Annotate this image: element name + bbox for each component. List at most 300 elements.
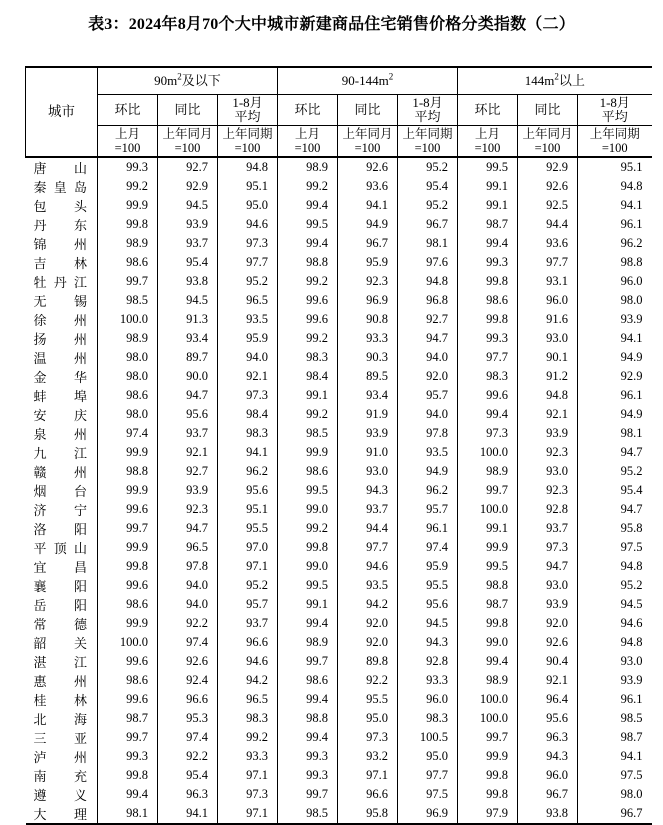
value-cell: 98.5 bbox=[98, 291, 158, 310]
value-cell: 95.9 bbox=[338, 253, 398, 272]
value-cell: 93.3 bbox=[338, 329, 398, 348]
value-cell: 95.6 bbox=[398, 595, 458, 614]
value-cell: 93.0 bbox=[518, 462, 578, 481]
value-cell: 99.8 bbox=[458, 614, 518, 633]
value-cell: 99.0 bbox=[278, 500, 338, 519]
value-cell: 94.7 bbox=[398, 329, 458, 348]
value-cell: 97.8 bbox=[158, 557, 218, 576]
value-cell: 94.6 bbox=[218, 215, 278, 234]
value-cell: 97.7 bbox=[338, 538, 398, 557]
value-cell: 99.4 bbox=[98, 785, 158, 804]
table-row bbox=[26, 804, 652, 824]
value-cell: 98.7 bbox=[620, 729, 643, 744]
value-cell: 99.0 bbox=[458, 633, 518, 652]
value-cell: 96.5 bbox=[158, 538, 218, 557]
value-cell: 98.0 bbox=[620, 292, 643, 307]
value-cell: 99.4 bbox=[458, 652, 518, 671]
city-cell: 宜 昌 bbox=[26, 557, 98, 576]
value-cell: 95.7 bbox=[398, 386, 458, 405]
page-title: 表3：2024年8月70个大中城市新建商品住宅销售价格分类指数（二） bbox=[88, 16, 575, 33]
value-cell: 99.4 bbox=[278, 690, 338, 709]
city-cell: 泸 州 bbox=[26, 747, 98, 766]
value-cell: 94.3 bbox=[338, 481, 398, 500]
value-cell: 92.8 bbox=[398, 652, 458, 671]
value-cell: 96.2 bbox=[620, 235, 643, 250]
value-cell: 97.8 bbox=[398, 424, 458, 443]
value-cell: 92.0 bbox=[338, 614, 398, 633]
value-cell: 94.8 bbox=[518, 386, 578, 405]
group-header-90-144: $90-144m^2$ bbox=[278, 67, 458, 94]
value-cell: 95.5 bbox=[218, 519, 278, 538]
value-cell: 97.6 bbox=[398, 253, 458, 272]
value-cell: 96.7 bbox=[398, 215, 458, 234]
value-cell: 93.3 bbox=[218, 747, 278, 766]
value-cell: 92.1 bbox=[518, 671, 578, 690]
base-same-month-header: 上年同月 =100 bbox=[518, 125, 578, 157]
value-cell: 92.3 bbox=[338, 272, 398, 291]
table-row bbox=[26, 386, 652, 405]
value-cell: 93.5 bbox=[398, 443, 458, 462]
table-row bbox=[26, 709, 652, 728]
value-cell: 95.5 bbox=[338, 690, 398, 709]
value-cell: 98.8 bbox=[278, 709, 338, 728]
value-cell: 94.3 bbox=[398, 633, 458, 652]
value-cell: 92.2 bbox=[158, 747, 218, 766]
value-cell: 93.1 bbox=[518, 272, 578, 291]
table-header bbox=[26, 67, 652, 157]
value-cell: 94.0 bbox=[158, 576, 218, 595]
value-cell: 99.8 bbox=[458, 766, 518, 785]
value-cell: 94.1 bbox=[620, 197, 643, 212]
table-row bbox=[26, 272, 652, 291]
value-cell: 95.1 bbox=[620, 159, 643, 174]
value-cell: 97.9 bbox=[458, 804, 518, 824]
value-cell: 95.5 bbox=[398, 576, 458, 595]
value-cell: 99.7 bbox=[98, 519, 158, 538]
value-cell: 97.5 bbox=[620, 767, 643, 782]
value-cell: 89.7 bbox=[158, 348, 218, 367]
city-cell: 无 锡 bbox=[26, 291, 98, 310]
table-row bbox=[26, 348, 652, 367]
value-cell: 96.3 bbox=[158, 785, 218, 804]
table-row bbox=[26, 215, 652, 234]
value-cell: 94.9 bbox=[338, 215, 398, 234]
value-cell: 99.6 bbox=[458, 386, 518, 405]
value-cell: 93.6 bbox=[518, 234, 578, 253]
measure-mom-header: 环比 bbox=[98, 94, 158, 125]
value-cell: 93.9 bbox=[158, 481, 218, 500]
value-cell: 99.3 bbox=[458, 329, 518, 348]
value-cell: 92.2 bbox=[158, 614, 218, 633]
base-prev-month-header: 上月 =100 bbox=[278, 125, 338, 157]
value-cell: 99.8 bbox=[98, 215, 158, 234]
value-cell: 96.6 bbox=[158, 690, 218, 709]
value-cell: 97.1 bbox=[338, 766, 398, 785]
value-cell: 92.1 bbox=[158, 443, 218, 462]
base-same-period-header: 上年同期 =100 bbox=[398, 125, 458, 157]
value-cell: 93.8 bbox=[158, 272, 218, 291]
value-cell: 99.7 bbox=[98, 272, 158, 291]
table-row bbox=[26, 557, 652, 576]
value-cell: 99.8 bbox=[458, 272, 518, 291]
value-cell: 96.1 bbox=[620, 691, 643, 706]
value-cell: 98.9 bbox=[98, 234, 158, 253]
value-cell: 100.0 bbox=[458, 709, 518, 728]
measure-mom-header: 环比 bbox=[278, 94, 338, 125]
value-cell: 94.9 bbox=[620, 349, 643, 364]
value-cell: 99.5 bbox=[278, 481, 338, 500]
value-cell: 94.8 bbox=[620, 558, 643, 573]
value-cell: 92.0 bbox=[518, 614, 578, 633]
value-cell: 100.0 bbox=[98, 310, 158, 329]
value-cell: 90.8 bbox=[338, 310, 398, 329]
value-cell: 95.2 bbox=[620, 463, 643, 478]
value-cell: 99.3 bbox=[98, 747, 158, 766]
value-cell: 98.5 bbox=[278, 804, 338, 824]
value-cell: 93.4 bbox=[158, 329, 218, 348]
table-row bbox=[26, 234, 652, 253]
table-row bbox=[26, 500, 652, 519]
value-cell: 92.7 bbox=[398, 310, 458, 329]
value-cell: 93.9 bbox=[158, 215, 218, 234]
value-cell: 95.8 bbox=[338, 804, 398, 824]
city-cell: 惠 州 bbox=[26, 671, 98, 690]
measure-avg-header: 1-8月 平均 bbox=[218, 94, 278, 125]
value-cell: 95.2 bbox=[218, 576, 278, 595]
city-cell: 大 理 bbox=[26, 804, 98, 824]
base-prev-month-header: 上月 =100 bbox=[98, 125, 158, 157]
value-cell: 92.2 bbox=[338, 671, 398, 690]
value-cell: 95.0 bbox=[218, 196, 278, 215]
value-cell: 99.2 bbox=[218, 728, 278, 747]
table-row bbox=[26, 253, 652, 272]
value-cell: 94.6 bbox=[338, 557, 398, 576]
header-row-groups bbox=[26, 67, 652, 94]
value-cell: 93.9 bbox=[518, 595, 578, 614]
value-cell: 98.9 bbox=[278, 157, 338, 177]
value-cell: 99.9 bbox=[98, 196, 158, 215]
value-cell: 99.3 bbox=[98, 157, 158, 177]
value-cell: 94.1 bbox=[620, 748, 643, 763]
value-cell: 98.1 bbox=[98, 804, 158, 824]
value-cell: 95.7 bbox=[218, 595, 278, 614]
value-cell: 93.2 bbox=[338, 747, 398, 766]
city-cell: 赣 州 bbox=[26, 462, 98, 481]
value-cell: 99.8 bbox=[98, 557, 158, 576]
value-cell: 89.8 bbox=[338, 652, 398, 671]
value-cell: 100.0 bbox=[458, 443, 518, 462]
value-cell: 98.3 bbox=[458, 367, 518, 386]
value-cell: 94.8 bbox=[620, 178, 643, 193]
value-cell: 98.4 bbox=[278, 367, 338, 386]
value-cell: 91.3 bbox=[158, 310, 218, 329]
measure-yoy-header: 同比 bbox=[518, 94, 578, 125]
value-cell: 99.2 bbox=[278, 519, 338, 538]
value-cell: 92.9 bbox=[620, 368, 643, 383]
value-cell: 99.5 bbox=[458, 157, 518, 177]
value-cell: 99.8 bbox=[98, 766, 158, 785]
value-cell: 96.9 bbox=[338, 291, 398, 310]
value-cell: 92.3 bbox=[518, 443, 578, 462]
value-cell: 95.4 bbox=[158, 253, 218, 272]
value-cell: 96.5 bbox=[218, 690, 278, 709]
table-row bbox=[26, 747, 652, 766]
value-cell: 98.3 bbox=[398, 709, 458, 728]
value-cell: 98.6 bbox=[98, 253, 158, 272]
value-cell: 92.4 bbox=[158, 671, 218, 690]
city-cell: 常 德 bbox=[26, 614, 98, 633]
value-cell: 97.7 bbox=[218, 253, 278, 272]
value-cell: 98.8 bbox=[458, 576, 518, 595]
value-cell: 99.2 bbox=[278, 405, 338, 424]
city-cell: 岳 阳 bbox=[26, 595, 98, 614]
value-cell: 99.3 bbox=[458, 253, 518, 272]
value-cell: 94.0 bbox=[218, 348, 278, 367]
value-cell: 99.8 bbox=[458, 785, 518, 804]
city-cell: 南 充 bbox=[26, 766, 98, 785]
value-cell: 99.1 bbox=[458, 196, 518, 215]
table-row bbox=[26, 424, 652, 443]
city-cell: 唐 山 bbox=[26, 157, 98, 177]
city-cell: 襄 阳 bbox=[26, 576, 98, 595]
table-row bbox=[26, 576, 652, 595]
value-cell: 94.5 bbox=[158, 196, 218, 215]
city-cell: 丹 东 bbox=[26, 215, 98, 234]
value-cell: 99.9 bbox=[98, 614, 158, 633]
value-cell: 98.8 bbox=[620, 254, 643, 269]
value-cell: 94.9 bbox=[620, 406, 643, 421]
value-cell: 94.0 bbox=[398, 348, 458, 367]
value-cell: 99.9 bbox=[98, 443, 158, 462]
value-cell: 93.0 bbox=[338, 462, 398, 481]
table-row bbox=[26, 690, 652, 709]
value-cell: 99.6 bbox=[98, 652, 158, 671]
city-cell: 洛 阳 bbox=[26, 519, 98, 538]
value-cell: 94.1 bbox=[620, 330, 643, 345]
value-cell: 97.7 bbox=[398, 766, 458, 785]
value-cell: 96.6 bbox=[218, 633, 278, 652]
value-cell: 95.0 bbox=[398, 747, 458, 766]
value-cell: 92.7 bbox=[158, 157, 218, 177]
table-row bbox=[26, 671, 652, 690]
table-row bbox=[26, 329, 652, 348]
table-row bbox=[26, 196, 652, 215]
value-cell: 95.9 bbox=[218, 329, 278, 348]
table-row bbox=[26, 728, 652, 747]
base-same-month-header: 上年同月 =100 bbox=[338, 125, 398, 157]
value-cell: 98.7 bbox=[98, 709, 158, 728]
value-cell: 97.3 bbox=[218, 386, 278, 405]
value-cell: 93.7 bbox=[158, 234, 218, 253]
value-cell: 92.1 bbox=[218, 367, 278, 386]
table-row bbox=[26, 595, 652, 614]
value-cell: 100.0 bbox=[458, 690, 518, 709]
value-cell: 99.4 bbox=[458, 405, 518, 424]
city-cell: 扬 州 bbox=[26, 329, 98, 348]
value-cell: 93.9 bbox=[518, 424, 578, 443]
value-cell: 95.1 bbox=[218, 500, 278, 519]
value-cell: 97.7 bbox=[458, 348, 518, 367]
table-row bbox=[26, 633, 652, 652]
value-cell: 90.1 bbox=[518, 348, 578, 367]
value-cell: 93.5 bbox=[218, 310, 278, 329]
value-cell: 99.7 bbox=[98, 728, 158, 747]
value-cell: 97.3 bbox=[218, 785, 278, 804]
value-cell: 96.0 bbox=[518, 766, 578, 785]
value-cell: 99.3 bbox=[278, 766, 338, 785]
group-header-90-and-below: $90m^2$及以下 bbox=[98, 67, 278, 94]
value-cell: 98.5 bbox=[278, 424, 338, 443]
value-cell: 99.9 bbox=[458, 747, 518, 766]
value-cell: 95.4 bbox=[158, 766, 218, 785]
value-cell: 94.7 bbox=[620, 501, 643, 516]
value-cell: 99.1 bbox=[278, 595, 338, 614]
value-cell: 92.5 bbox=[518, 196, 578, 215]
value-cell: 93.9 bbox=[620, 672, 643, 687]
value-cell: 96.7 bbox=[518, 785, 578, 804]
value-cell: 99.7 bbox=[278, 785, 338, 804]
value-cell: 92.9 bbox=[158, 177, 218, 196]
city-cell: 九 江 bbox=[26, 443, 98, 462]
value-cell: 96.9 bbox=[398, 804, 458, 824]
city-cell: 遵 义 bbox=[26, 785, 98, 804]
value-cell: 94.9 bbox=[398, 462, 458, 481]
value-cell: 92.0 bbox=[398, 367, 458, 386]
value-cell: 96.6 bbox=[338, 785, 398, 804]
value-cell: 98.7 bbox=[458, 215, 518, 234]
value-cell: 93.0 bbox=[518, 329, 578, 348]
city-cell: 安 庆 bbox=[26, 405, 98, 424]
table-row bbox=[26, 443, 652, 462]
value-cell: 94.1 bbox=[158, 804, 218, 824]
value-cell: 98.8 bbox=[98, 462, 158, 481]
value-cell: 97.1 bbox=[218, 766, 278, 785]
value-cell: 97.7 bbox=[518, 253, 578, 272]
value-cell: 94.6 bbox=[620, 615, 643, 630]
value-cell: 99.1 bbox=[458, 519, 518, 538]
value-cell: 97.3 bbox=[218, 234, 278, 253]
value-cell: 97.3 bbox=[338, 728, 398, 747]
table-row bbox=[26, 462, 652, 481]
value-cell: 98.6 bbox=[278, 462, 338, 481]
value-cell: 97.4 bbox=[158, 633, 218, 652]
measure-yoy-header: 同比 bbox=[338, 94, 398, 125]
city-cell: 包 头 bbox=[26, 196, 98, 215]
value-cell: 94.1 bbox=[218, 443, 278, 462]
value-cell: 90.4 bbox=[518, 652, 578, 671]
value-cell: 98.4 bbox=[218, 405, 278, 424]
city-cell: 济 宁 bbox=[26, 500, 98, 519]
value-cell: 95.6 bbox=[158, 405, 218, 424]
value-cell: 92.0 bbox=[338, 633, 398, 652]
value-cell: 95.6 bbox=[518, 709, 578, 728]
value-cell: 91.9 bbox=[338, 405, 398, 424]
value-cell: 94.8 bbox=[620, 634, 643, 649]
value-cell: 100.5 bbox=[398, 728, 458, 747]
value-cell: 98.9 bbox=[458, 671, 518, 690]
value-cell: 98.1 bbox=[620, 425, 643, 440]
value-cell: 97.0 bbox=[218, 538, 278, 557]
value-cell: 98.6 bbox=[278, 671, 338, 690]
value-cell: 99.7 bbox=[278, 652, 338, 671]
value-cell: 92.8 bbox=[518, 500, 578, 519]
city-cell: 桂 林 bbox=[26, 690, 98, 709]
value-cell: 92.9 bbox=[518, 157, 578, 177]
value-cell: 92.6 bbox=[338, 157, 398, 177]
value-cell: 97.1 bbox=[218, 804, 278, 824]
value-cell: 94.0 bbox=[398, 405, 458, 424]
value-cell: 97.5 bbox=[398, 785, 458, 804]
value-cell: 93.3 bbox=[398, 671, 458, 690]
value-cell: 99.7 bbox=[458, 728, 518, 747]
value-cell: 95.2 bbox=[398, 157, 458, 177]
value-cell: 96.5 bbox=[218, 291, 278, 310]
city-column-header: 城市 bbox=[26, 67, 98, 157]
value-cell: 93.7 bbox=[218, 614, 278, 633]
value-cell: 96.8 bbox=[398, 291, 458, 310]
value-cell: 99.1 bbox=[278, 386, 338, 405]
value-cell: 99.9 bbox=[98, 538, 158, 557]
value-cell: 96.7 bbox=[578, 804, 652, 824]
base-prev-month-header: 上月 =100 bbox=[458, 125, 518, 157]
value-cell: 94.0 bbox=[158, 595, 218, 614]
value-cell: 94.3 bbox=[518, 747, 578, 766]
value-cell: 99.4 bbox=[278, 234, 338, 253]
value-cell: 96.1 bbox=[398, 519, 458, 538]
value-cell: 98.1 bbox=[398, 234, 458, 253]
group-header-144-above: $144m^2$以上 bbox=[458, 67, 652, 94]
value-cell: 96.2 bbox=[398, 481, 458, 500]
table-row bbox=[26, 310, 652, 329]
value-cell: 97.3 bbox=[458, 424, 518, 443]
value-cell: 99.6 bbox=[98, 500, 158, 519]
value-cell: 99.6 bbox=[98, 576, 158, 595]
value-cell: 94.7 bbox=[158, 386, 218, 405]
value-cell: 98.9 bbox=[458, 462, 518, 481]
value-cell: 99.8 bbox=[278, 538, 338, 557]
value-cell: 92.3 bbox=[518, 481, 578, 500]
base-same-month-header: 上年同月 =100 bbox=[158, 125, 218, 157]
value-cell: 94.4 bbox=[518, 215, 578, 234]
measure-mom-header: 环比 bbox=[458, 94, 518, 125]
value-cell: 93.7 bbox=[338, 500, 398, 519]
value-cell: 93.7 bbox=[518, 519, 578, 538]
value-cell: 92.6 bbox=[518, 177, 578, 196]
value-cell: 90.3 bbox=[338, 348, 398, 367]
value-cell: 98.9 bbox=[278, 633, 338, 652]
value-cell: 94.2 bbox=[218, 671, 278, 690]
value-cell: 98.6 bbox=[458, 291, 518, 310]
value-cell: 91.2 bbox=[518, 367, 578, 386]
value-cell: 95.7 bbox=[398, 500, 458, 519]
value-cell: 93.0 bbox=[620, 653, 643, 668]
value-cell: 95.4 bbox=[620, 482, 643, 497]
city-cell: 三 亚 bbox=[26, 728, 98, 747]
table-row bbox=[26, 291, 652, 310]
value-cell: 98.6 bbox=[98, 386, 158, 405]
value-cell: 99.4 bbox=[278, 614, 338, 633]
value-cell: 99.6 bbox=[98, 690, 158, 709]
value-cell: 93.5 bbox=[338, 576, 398, 595]
table-row bbox=[26, 367, 652, 386]
value-cell: 98.0 bbox=[98, 348, 158, 367]
base-same-period-header: 上年同期 =100 bbox=[578, 125, 652, 157]
value-cell: 98.8 bbox=[278, 253, 338, 272]
base-same-period-header: 上年同期 =100 bbox=[218, 125, 278, 157]
city-cell: 湛 江 bbox=[26, 652, 98, 671]
city-cell: 秦 皇 岛 bbox=[26, 177, 98, 196]
table-row bbox=[26, 157, 652, 177]
